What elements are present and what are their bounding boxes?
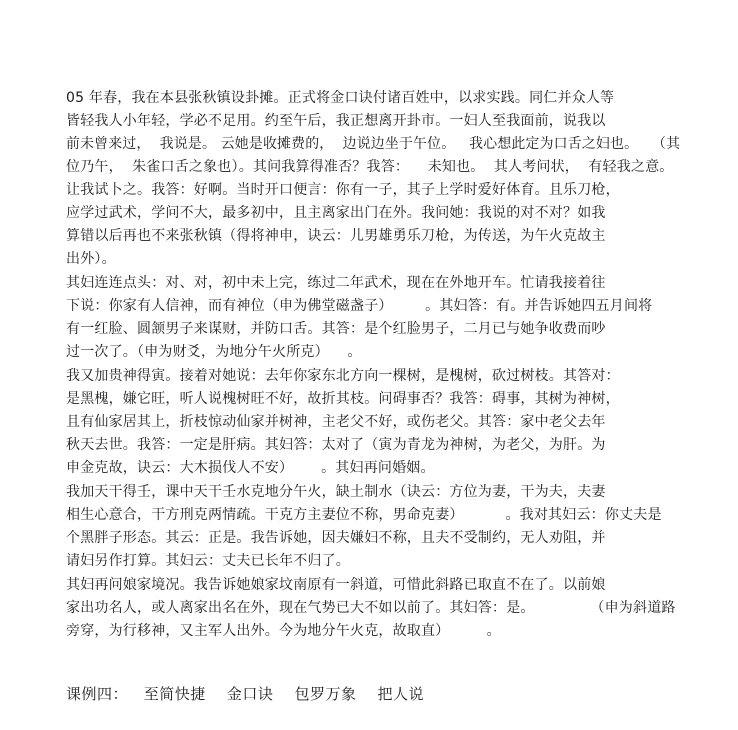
- text-line: 且有仙家居其上，折枝惊动仙家并树神，主老父不好，或伤老父。其答：家中老父去年: [66, 414, 606, 430]
- text-line: 皆轻我人小年轻，学必不足用。约至午后，我正想离开卦市。一妇人至我面前，说我以: [66, 113, 606, 129]
- text-line: 让我试卜之。我答：好啊。当时开口便言：你有一子，其子上学时爱好体育。且乐刀枪，: [66, 182, 620, 198]
- text-line: 是黑槐，嫌它旺，听人说槐树旺不好，故折其枝。问碍事否？我答：碍事，其树为神树，: [66, 391, 620, 407]
- text-line: 申金克故，诀云：大木损伐人不安） 。其妇再问婚姻。: [66, 460, 435, 476]
- text-line: 应学过武术，学问不大，最多初中，且主离家出门在外。我问她：我说的对不对？如我: [66, 205, 606, 221]
- text-line: 我又加贵神得寅。接着对她说：去年你家东北方向一棵树，是槐树，砍过树枝。其答对：: [66, 368, 620, 384]
- text-line: 个黑胖子形态。其云：正是。我告诉她，因夫嫌妇不称，且夫不受制约，无人劝阻，并: [66, 530, 606, 546]
- text-line: 有一红脸、圆颔男子来谋财，并防口舌。其答：是个红脸男子，二月已与她争收费而吵: [66, 321, 606, 337]
- text-line: 家出功名人，或人离家出名在外，现在气势已大不如以前了。其妇答：是。 （申为斜道路: [66, 600, 676, 616]
- text-line: 前未曾来过， 我说是。 云她是收摊费的， 边说边坐于午位。 我心想此定为口舌之妇也。 （其: [66, 136, 681, 152]
- lesson-caption: 课例四： 至简快捷 金口诀 包罗万象 把人说: [66, 685, 425, 703]
- text-line: 位乃午， 朱雀口舌之象也）。其问我算得准否？我答： 未知也。 其人考问状， 有轻我之意。: [66, 159, 674, 175]
- text-line: 我加天干得壬，课中天干壬水克地分午火，缺土制水（诀云：方位为妻，干为夫，夫妻: [66, 484, 606, 500]
- text-line: 请妇另作打算。其妇云：丈夫已长年不归了。: [66, 553, 350, 569]
- text-line: 其妇再问娘家境况。我告诉她娘家坟南原有一斜道，可惜此斜路已取直不在了。以前娘: [66, 577, 606, 593]
- text-line: 相生心意合，干方刑克两情疏。干克方主妻位不称，男命克妻） 。我对其妇云：你丈夫是: [66, 507, 662, 523]
- text-line: 旁穿，为行移神，又主军人出外。今为地分午火克，故取直） 。: [66, 623, 501, 639]
- text-line: 下说：你家有人信神，而有神位（申为佛堂磁盏子） 。其妇答：有。并告诉她四五月间将: [66, 298, 653, 314]
- text-line: 秋天去世。我答：一定是肝病。其妇答：太对了（寅为青龙为神树，为老父，为肝。为: [66, 437, 606, 453]
- text-line: 其妇连连点头：对、对，初中未上完，练过二年武术，现在在外地开车。忙请我接着往: [66, 275, 606, 291]
- text-line: 05 年春，我在本县张秋镇设卦摊。正式将金口诀付诸百姓中，以求实践。同仁并众人等: [66, 90, 615, 106]
- text-line: 出外）。: [66, 251, 116, 267]
- text-line: 过一次了。（申为财爻，为地分午火所克） 。: [66, 344, 362, 360]
- text-line: 算错以后再也不来张秋镇（得将神申，诀云：儿男雄勇乐刀枪，为传送，为午火克故主: [66, 228, 606, 244]
